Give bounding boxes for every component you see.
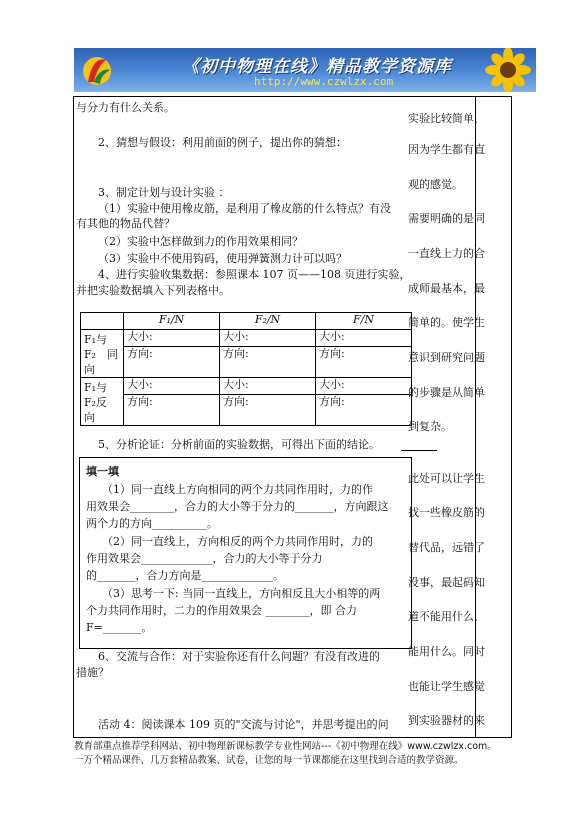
text-line: 2、猜想与假设：利用前面的例子，提出你的猜想： <box>98 136 347 149</box>
text-line: 并把实验数据填入下列表格中。 <box>76 284 230 297</box>
table-cell[interactable]: 大小: <box>316 378 412 395</box>
data-table <box>80 312 412 426</box>
row-label-part: F₂反 <box>84 396 108 409</box>
table-row <box>81 330 412 347</box>
note-line: 到复杂。 <box>408 420 452 433</box>
text-line: （1）实验中使用橡皮筋，是利用了橡皮筋的什么特点？有没 <box>98 202 391 215</box>
fill-title: 填一填 <box>86 465 119 478</box>
table-cell[interactable]: 方向: <box>316 395 412 426</box>
table-header: F₂/N <box>220 313 316 330</box>
table-cell[interactable]: 方向: <box>124 347 220 378</box>
note-line: 没事，最起码知 <box>408 576 485 589</box>
table-cell[interactable]: 大小: <box>220 378 316 395</box>
note-line: 因为学生都有直 <box>408 143 485 156</box>
note-line: 也能让学生感觉 <box>408 680 485 693</box>
fill-line: 的_______，合力方向是_____________。 <box>86 569 284 582</box>
row-label-part: F₁与 <box>84 333 108 346</box>
note-separator <box>401 450 437 451</box>
fill-in-box <box>79 457 412 649</box>
table-row <box>81 378 412 395</box>
note-line: 替代品，远错了 <box>408 541 485 554</box>
footer-line: 教育部重点推荐学科网站、初中物理新课标教学专业性网站---《初中物理在线》www.czwlzx.com。 <box>74 741 497 752</box>
row-label-part: 向 <box>84 411 95 424</box>
table-cell[interactable]: 方向: <box>220 347 316 378</box>
table-header: F₁/N <box>124 313 220 330</box>
table-cell[interactable]: 方向: <box>220 395 316 426</box>
table-cell[interactable]: 大小: <box>316 330 412 347</box>
logo-icon <box>80 52 114 88</box>
text-line: （2）实验中怎样做到力的作用效果相同？ <box>98 235 303 248</box>
table-cell[interactable]: 大小: <box>124 378 220 395</box>
lesson-frame <box>73 96 512 738</box>
note-line: 意识到研究问题 <box>408 351 485 364</box>
fill-line: （1）同一直线上方向相同的两个力共同作用时，力的作 <box>102 483 373 496</box>
note-line: 观的感觉。 <box>408 178 463 191</box>
note-line: 成师最基本，最 <box>408 282 485 295</box>
note-line: 一直线上力的合 <box>408 247 485 260</box>
note-line: 道不能用什么， <box>408 610 485 623</box>
note-line: 到实验器材的来 <box>408 714 485 727</box>
page-footer <box>74 740 514 768</box>
banner-url[interactable]: http://www.czwlzx.com <box>254 75 394 88</box>
text-line: 5、分析论证：分析前面的实验数据，可得出下面的结论。 <box>98 438 380 451</box>
table-row <box>81 347 412 378</box>
fill-line: 用效果会________，合力的大小等于分力的_______，方向跟这 <box>86 500 389 513</box>
fill-line: （2）同一直线上，方向相反的两个力共同作用时，力的 <box>102 535 373 548</box>
column-divider <box>475 97 476 737</box>
text-line: 活动 4：阅读课本 109 页的"交流与讨论"，并思考提出的问 <box>98 718 389 731</box>
text-line: 与分力有什么关系。 <box>76 101 175 114</box>
note-line: 简单的。使学生 <box>408 316 485 329</box>
note-line: 此处可以让学生 <box>408 472 485 485</box>
note-line: 找一些橡皮筋的 <box>408 506 485 519</box>
sunflower-icon <box>474 48 534 92</box>
fill-line: 个力共同作用时，二力的作用效果会 ________，即 合力 <box>86 604 357 617</box>
table-row <box>81 395 412 426</box>
note-line: 能用什么。同时 <box>408 645 485 658</box>
table-header-row <box>81 313 412 330</box>
note-line: 的步骤是从简单 <box>408 386 485 399</box>
table-header: F/N <box>316 313 412 330</box>
text-line: （3）实验中不使用钩码，使用弹簧测力计可以吗？ <box>98 252 347 265</box>
table-cell[interactable]: 大小: <box>220 330 316 347</box>
note-line: 需要明确的是同 <box>408 212 485 225</box>
banner-title: 《初中物理在线》精品教学资源库 <box>182 57 452 77</box>
site-banner <box>74 48 536 92</box>
text-line: 3、制定计划与设计实验 ： <box>98 186 230 199</box>
text-line: 措施？ <box>76 666 109 679</box>
text-line: 有其他的物品代替？ <box>76 217 175 230</box>
row-label-part: F₁与 <box>84 381 108 394</box>
table-cell[interactable]: 大小: <box>124 330 220 347</box>
fill-line: 作用效果会_____________，合力的大小等于分力 <box>86 552 323 565</box>
text-line: 4、进行实验收集数据：参照课本 107 页——108 页进行实验， <box>98 268 411 281</box>
table-cell[interactable]: 方向: <box>124 395 220 426</box>
text-line: 6、交流与合作：对于实验你还有什么问题？有没有改进的 <box>98 650 380 663</box>
table-cell[interactable]: 方向: <box>316 347 412 378</box>
table-header <box>81 313 124 330</box>
fill-line: F=_______。 <box>86 621 153 634</box>
footer-line: 一万个精品课件、几万套精品教案、试卷，让您的每一节课都能在这里找到合适的教学资源。 <box>74 755 464 766</box>
row-label <box>81 378 124 426</box>
row-label <box>81 330 124 378</box>
fill-line: （3）思考一下: 当同一直线上，方向相反且大小相等的两 <box>102 587 381 600</box>
row-label-part: F₂ 同 <box>84 348 119 361</box>
note-line: 实验比较简单， <box>408 112 485 125</box>
row-label-part: 向 <box>84 363 95 376</box>
fill-line: 两个力的方向__________。 <box>86 517 218 530</box>
